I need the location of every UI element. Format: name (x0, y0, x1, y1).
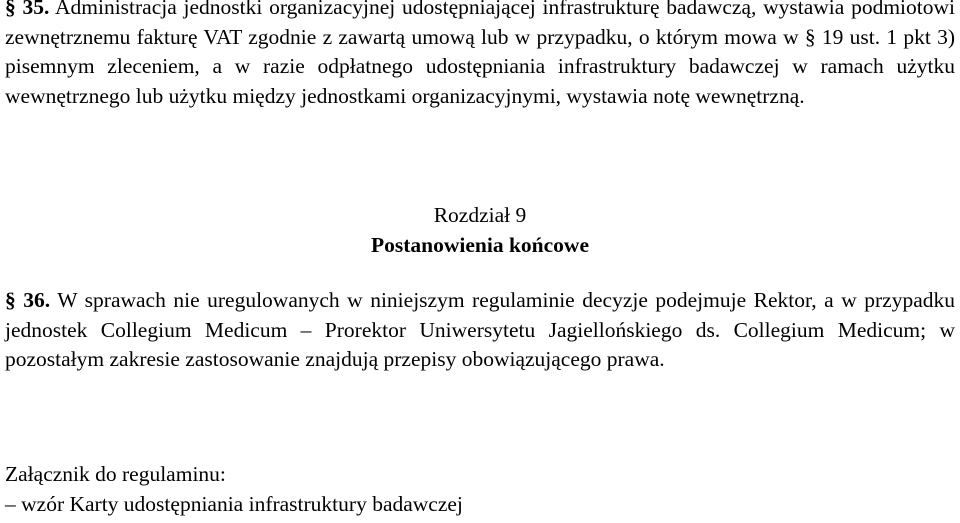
section-35-paragraph (5, 0, 955, 111)
section-36-text: W sprawach nie uregulowanych w niniejszym regulaminie decyzje podejmuje Rektor, a w przypadku jednostek Collegium Medicum – Prorektor Uniwersytetu Jagiellońskiego ds. Collegium Medicum; w pozostałym zakresie zastosowanie znajdują przepisy obowiązującego prawa. (5, 288, 955, 371)
section-36-number: § 36. (5, 288, 51, 312)
annex-label: Załącznik do regulaminu: (5, 462, 226, 486)
section-35-text: Administracja jednostki organizacyjnej udostępniającej infrastrukturę badawczą, wystawia podmiotowi zewnętrznemu fakturę VAT zgodnie z zawartą umową lub w przypadku, o którym mowa w § 19 ust. 1 pkt 3) pisemnym zleceniem, a w razie odpłatnego udostępniania infrastruktury badawczej w ramach użytku wewnętrznego lub użytku między jednostkami organizacyjnymi, wystawia notę wewnętrzną. (5, 0, 955, 108)
annex-item: – wzór Karty udostępniania infrastruktury badawczej (5, 492, 463, 516)
section-36-paragraph (5, 286, 955, 375)
chapter-label: Rozdział 9 (433, 203, 527, 227)
section-35-number: § 35. (5, 0, 50, 19)
chapter-title: Postanowienia końcowe (371, 233, 589, 257)
